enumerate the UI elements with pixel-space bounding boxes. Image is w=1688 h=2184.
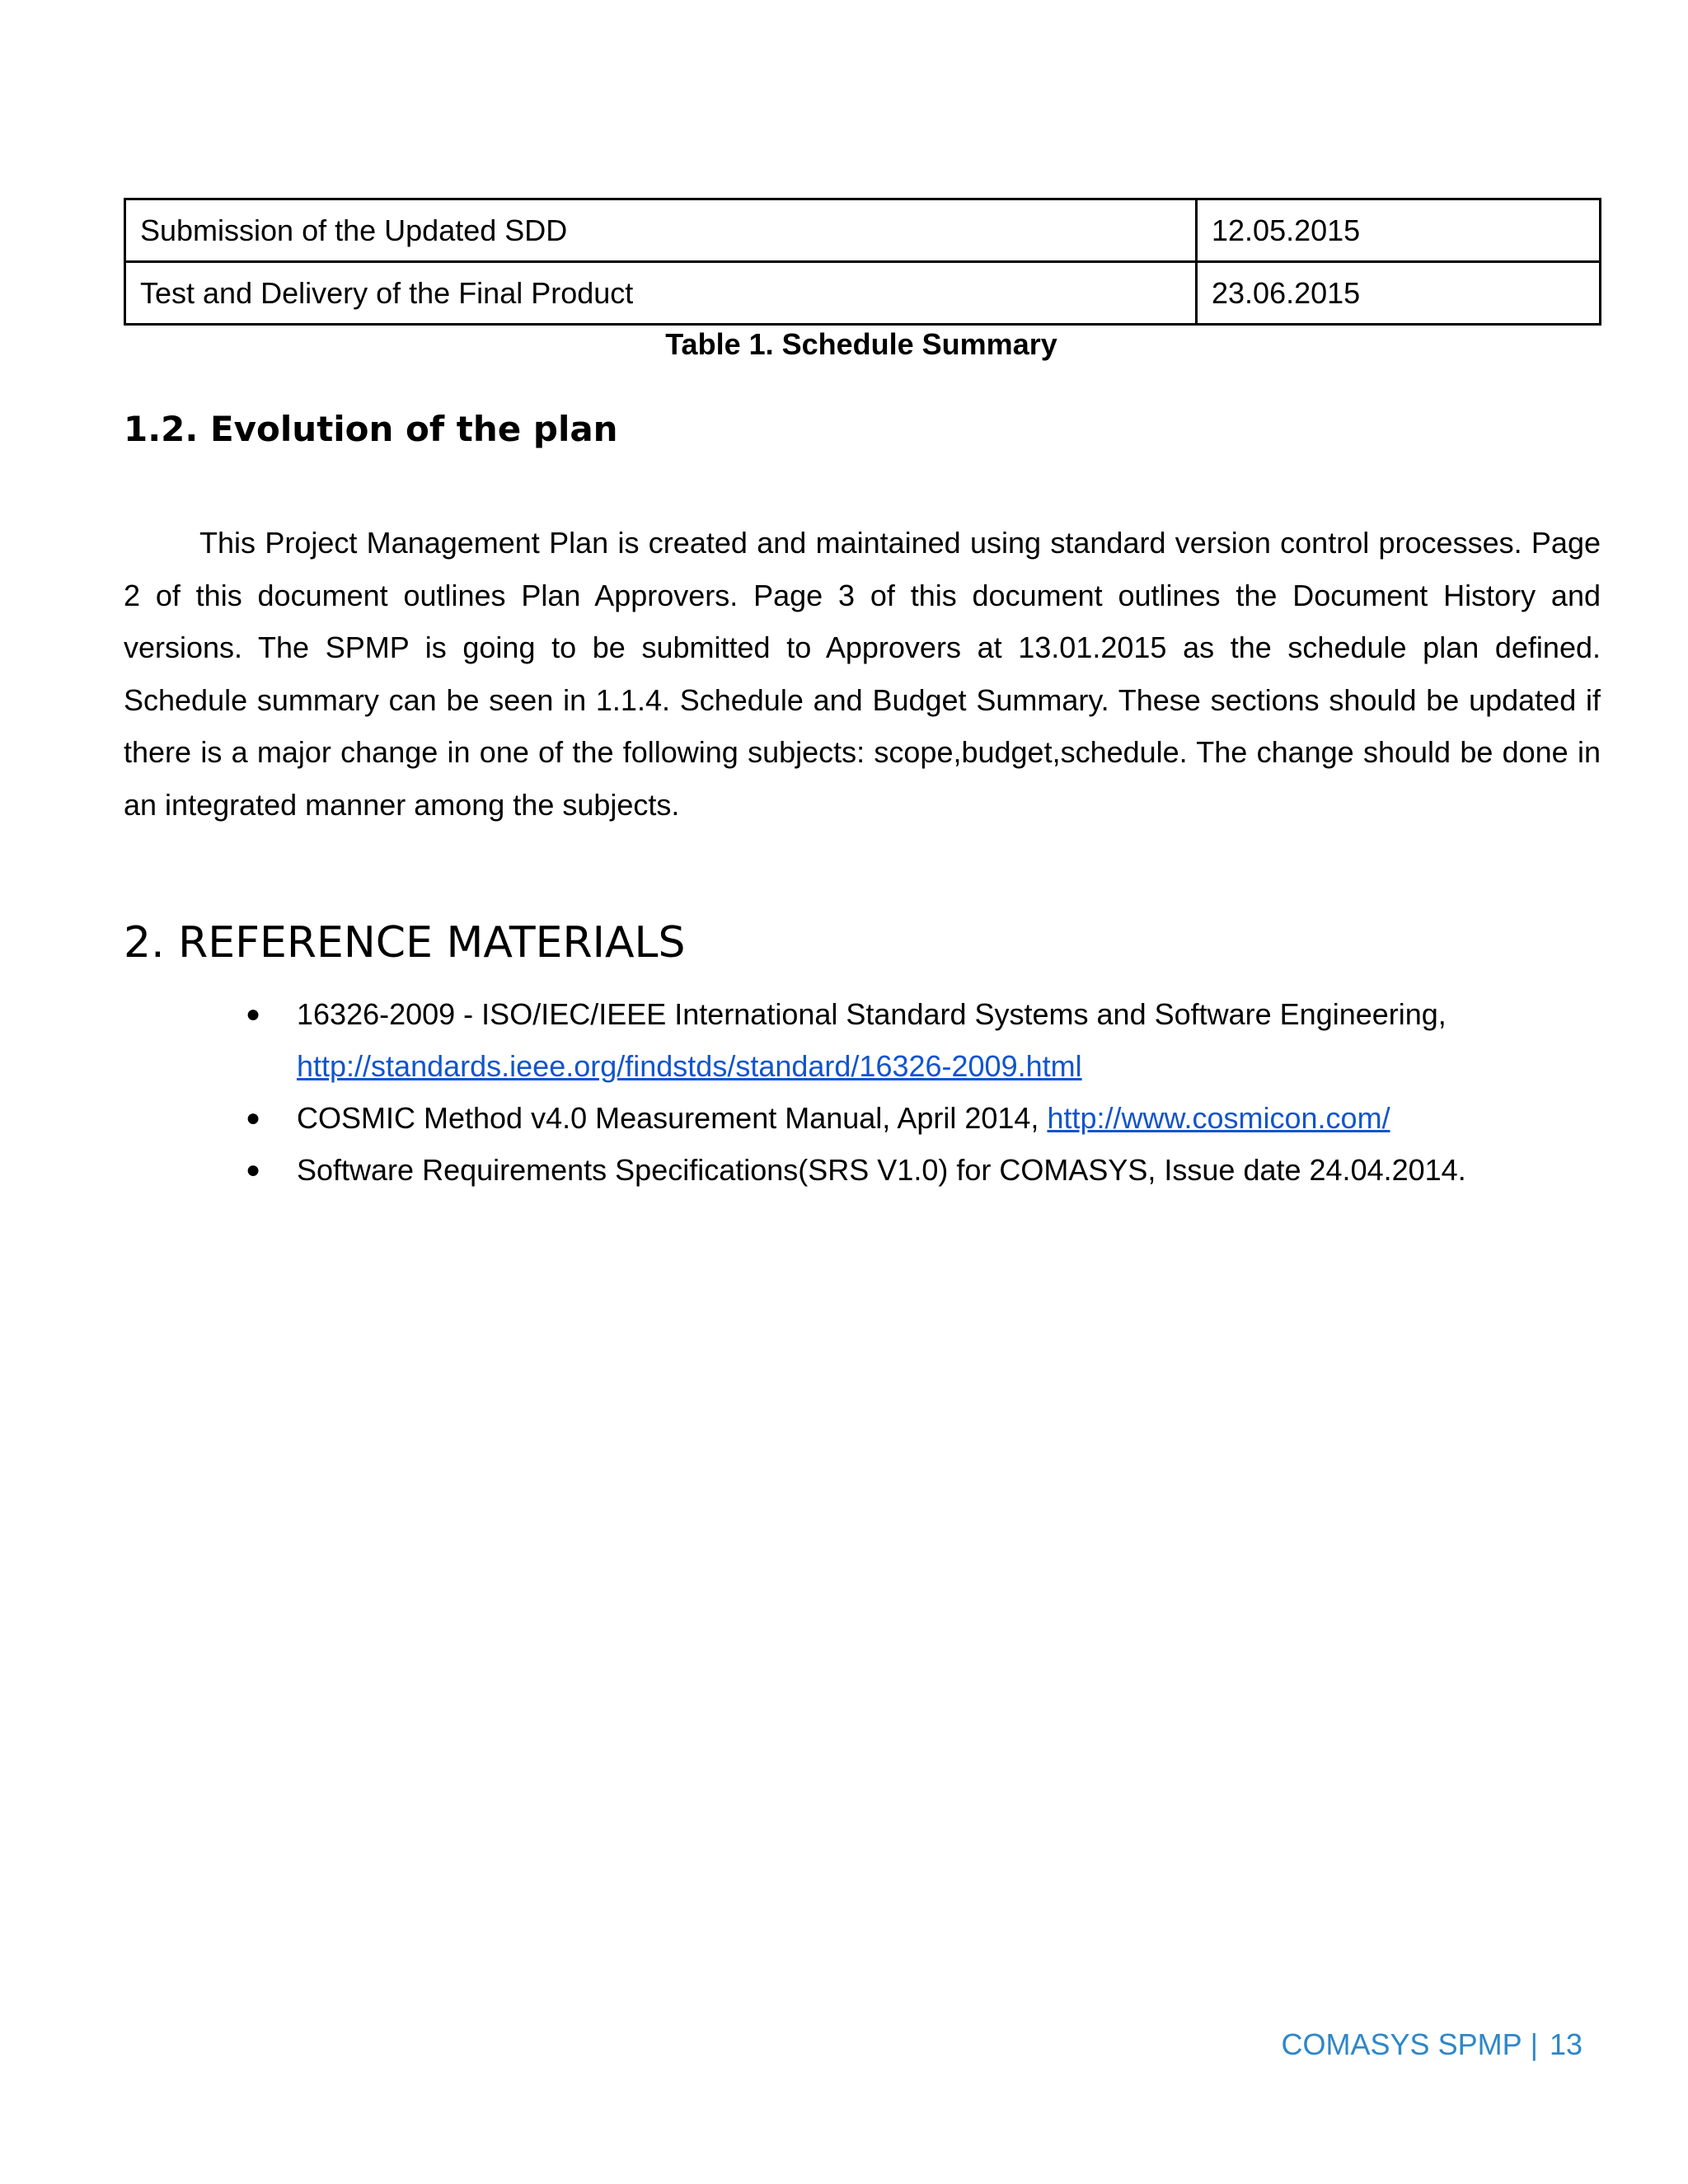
reference-text: 16326-2009 - ISO/IEC/IEEE International Standard Systems and Software Engineering,: [297, 997, 1447, 1031]
reference-text: Software Requirements Specifications(SRS V1.0) for COMASYS, Issue date 24.04.2014.: [297, 1153, 1466, 1187]
list-item: [124, 1092, 1601, 1144]
table-cell-date: 23.06.2015: [1197, 262, 1601, 325]
table-row: [125, 199, 1601, 262]
footer-doc-name: COMASYS SPMP: [1281, 2027, 1522, 2061]
section-heading-evolution: 1.2. Evolution of the plan: [124, 409, 618, 449]
bullet-icon: ●: [246, 1156, 261, 1183]
table-caption: Table 1. Schedule Summary: [665, 327, 1057, 361]
table-cell-task: Test and Delivery of the Final Product: [125, 262, 1197, 325]
table-cell-task: Submission of the Updated SDD: [125, 199, 1197, 262]
bullet-icon: ●: [246, 1104, 261, 1132]
evolution-paragraph: This Project Management Plan is created and maintained using standard version control processes. Page 2 of this document outlines Plan Approvers. Page 3 of this document outlines the Document History and versions. The SPMP is going to be submitted to Approvers at 13.01.2015 as the schedule plan defined. Schedule summary can be seen in 1.1.4. Schedule and Budget Summary. These sections should be updated if there is a major change in one of the following subjects: scope,budget,schedule. The change should be done in an integrated manner among the subjects.: [124, 526, 1601, 822]
footer-separator: |: [1530, 2027, 1538, 2061]
schedule-summary-table: [124, 198, 1601, 326]
page-footer: [1281, 2027, 1582, 2061]
reference-list: [124, 988, 1601, 1196]
reference-text: COSMIC Method v4.0 Measurement Manual, April 2014,: [297, 1101, 1048, 1135]
list-item: [124, 988, 1601, 1092]
section-heading-references: 2. REFERENCE MATERIALS: [124, 918, 686, 968]
reference-link[interactable]: http://standards.ieee.org/findstds/standard/16326-2009.html: [297, 1049, 1082, 1083]
bullet-icon: ●: [246, 1001, 261, 1028]
list-item: [124, 1144, 1601, 1196]
page-number: 13: [1549, 2027, 1582, 2061]
reference-link[interactable]: http://www.cosmicon.com/: [1047, 1101, 1390, 1135]
table-row: [125, 262, 1601, 325]
table-cell-date: 12.05.2015: [1197, 199, 1601, 262]
